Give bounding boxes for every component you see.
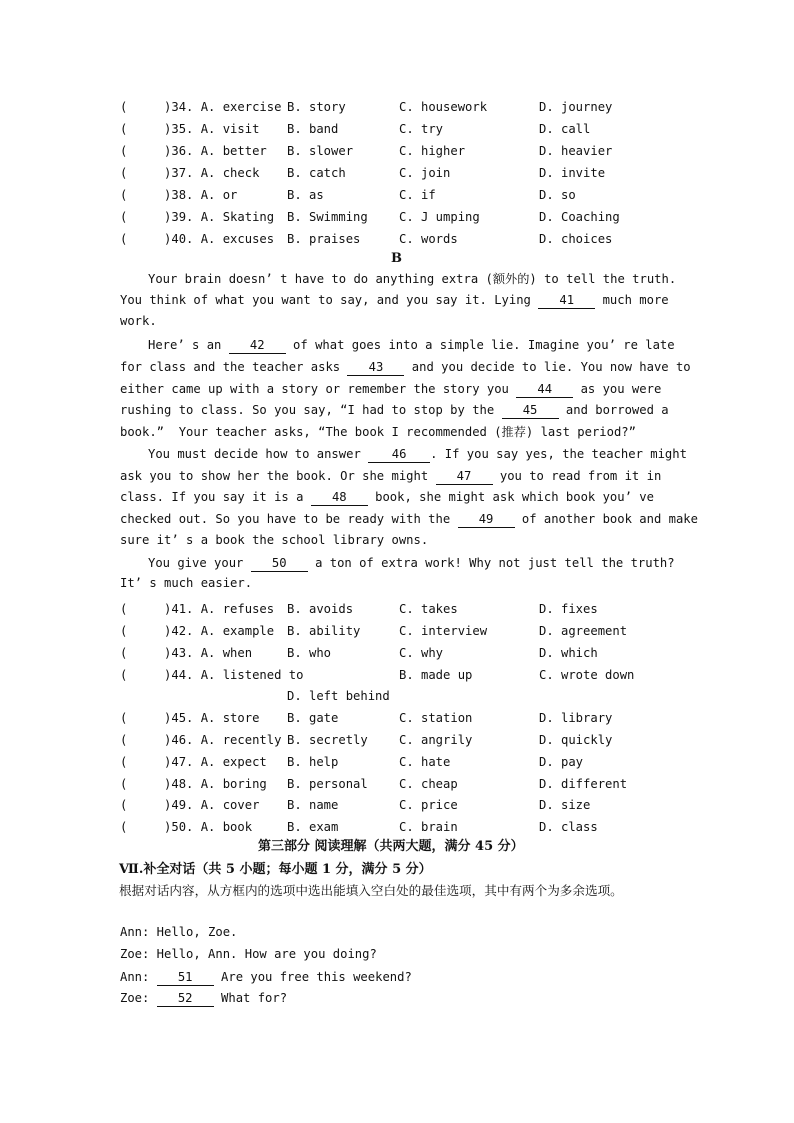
option-d: D. class	[539, 820, 598, 834]
option-b: B. praises	[287, 232, 361, 246]
passage-text: a ton of extra work! Why not just tell the truth?	[307, 556, 675, 570]
passage-text: of another book and make	[514, 512, 698, 526]
question-label: ( )49. A. cover	[120, 798, 260, 812]
passage-text: checked out. So you have to be ready with the	[120, 512, 458, 526]
option-c: C. hate	[399, 755, 451, 769]
option-d: D. Coaching	[539, 210, 620, 224]
option-b: B. who	[287, 646, 332, 660]
dialogue-line: Ann: Hello, Zoe.	[120, 925, 238, 939]
blank-52[interactable]: 52	[157, 990, 214, 1007]
option-d: D. pay	[539, 755, 584, 769]
dialogue-text: Are you free this weekend?	[213, 970, 412, 984]
passage-text: of what goes into a simple lie. Imagine you’ re late	[285, 338, 675, 352]
option-c: C. J umping	[399, 210, 480, 224]
blank-50[interactable]: 50	[251, 555, 308, 572]
blank-49[interactable]: 49	[458, 511, 515, 528]
question-label: ( )39. A. Skating	[120, 210, 275, 224]
passage-text: Here’ s an	[148, 338, 229, 352]
option-b: B. name	[287, 798, 339, 812]
blank-43[interactable]: 43	[347, 359, 404, 376]
section-b-title: B	[391, 251, 402, 266]
blank-47[interactable]: 47	[436, 468, 493, 485]
passage-line	[120, 359, 691, 376]
part3-title: 第三部分 阅读理解（共两大题，满分 45 分）	[258, 839, 524, 854]
blank-45[interactable]: 45	[502, 402, 559, 419]
blank-46[interactable]: 46	[368, 446, 430, 463]
question-row	[120, 184, 760, 206]
passage-line	[120, 511, 698, 528]
passage-line: book.” Your teacher asks, “The book I recommended (推荐) last period?”	[120, 425, 636, 439]
passage-line: work.	[120, 314, 157, 328]
question-label: ( )46. A. recently	[120, 733, 282, 747]
option-d: D. which	[539, 646, 598, 660]
option-b: B. personal	[287, 777, 368, 791]
option-b: B. as	[287, 188, 324, 202]
question-label: ( )42. A. example	[120, 624, 275, 638]
blank-44[interactable]: 44	[516, 381, 573, 398]
question-label: ( )38. A. or	[120, 188, 238, 202]
question-label: ( )41. A. refuses	[120, 602, 275, 616]
passage-text: ask you to show her the book. Or she might	[120, 469, 436, 483]
question-row	[120, 773, 760, 795]
question-label: ( )44. A. listened to	[120, 668, 304, 682]
passage-text: much more	[595, 293, 669, 307]
option-b: B. exam	[287, 820, 339, 834]
question-row	[120, 751, 760, 773]
passage-text: You must decide how to answer	[148, 447, 369, 461]
option-d: D. choices	[539, 232, 613, 246]
option-d: D. quickly	[539, 733, 613, 747]
option-d: D. left behind	[287, 689, 390, 703]
passage-text: as you were	[573, 382, 662, 396]
passage-line	[148, 337, 708, 354]
option-b: B. help	[287, 755, 339, 769]
option-d: D. invite	[539, 166, 606, 180]
question-label: ( )40. A. excuses	[120, 232, 275, 246]
passage-text: You give your	[148, 556, 251, 570]
passage-line	[120, 489, 680, 506]
option-d: D. library	[539, 711, 613, 725]
passage-line: sure it’ s a book the school library owns.	[120, 533, 429, 547]
question-label: ( )47. A. expect	[120, 755, 267, 769]
option-b: B. avoids	[287, 602, 354, 616]
passage-text: You think of what you want to say, and you say it. Lying	[120, 293, 539, 307]
question-row	[120, 794, 760, 816]
option-c: C. takes	[399, 602, 458, 616]
blank-51[interactable]: 51	[157, 969, 214, 986]
option-c: C. wrote down	[539, 668, 635, 682]
passage-line	[120, 468, 680, 485]
dialogue-line: Zoe: Hello, Ann. How are you doing?	[120, 947, 377, 961]
option-c: C. if	[399, 188, 436, 202]
question-label: ( )34. A. exercise	[120, 100, 282, 114]
dialogue-line	[120, 990, 680, 1007]
option-d: D. fixes	[539, 602, 598, 616]
question-label: ( )37. A. check	[120, 166, 260, 180]
question-row	[120, 96, 760, 118]
option-c: C. higher	[399, 144, 466, 158]
dialogue-line	[120, 969, 680, 986]
question-label: ( )35. A. visit	[120, 122, 260, 136]
option-c: C. cheap	[399, 777, 458, 791]
option-d: D. journey	[539, 100, 613, 114]
passage-text: either came up with a story or remember the story you	[120, 382, 517, 396]
option-d: D. agreement	[539, 624, 628, 638]
passage-line	[120, 402, 680, 419]
option-b: B. gate	[287, 711, 339, 725]
dialogue-text: What for?	[213, 991, 288, 1005]
option-c: C. join	[399, 166, 451, 180]
passage-text: rushing to class. So you say, “I had to stop by the	[120, 403, 502, 417]
dialogue-speaker: Ann:	[120, 970, 157, 984]
option-c: C. try	[399, 122, 444, 136]
passage-line: Your brain doesn’ t have to do anything extra (额外的) to tell the truth.	[148, 272, 677, 286]
option-b: B. catch	[287, 166, 346, 180]
dialogue-speaker: Zoe:	[120, 991, 157, 1005]
blank-41[interactable]: 41	[538, 292, 595, 309]
question-label: ( )50. A. book	[120, 820, 253, 834]
passage-text: book, she might ask which book you’ ve	[367, 490, 654, 504]
question-row	[120, 729, 760, 751]
option-b: B. made up	[399, 668, 473, 682]
passage-line	[120, 292, 680, 309]
option-c: C. angrily	[399, 733, 473, 747]
question-row	[120, 620, 760, 642]
question-row	[120, 140, 760, 162]
question-row	[120, 642, 760, 664]
option-c: C. housework	[399, 100, 488, 114]
section7-title: Ⅶ.补全对话（共 5 小题；每小题 1 分，满分 5 分）	[119, 862, 432, 877]
question-row	[120, 707, 760, 729]
question-label: ( )36. A. better	[120, 144, 267, 158]
passage-line	[148, 446, 708, 463]
passage-text: you to read from it in	[492, 469, 662, 483]
blank-48[interactable]: 48	[311, 489, 368, 506]
passage-text: and borrowed a	[558, 403, 669, 417]
option-b: B. band	[287, 122, 339, 136]
blank-42[interactable]: 42	[229, 337, 286, 354]
question-row-continued	[120, 685, 760, 707]
option-d: D. call	[539, 122, 591, 136]
passage-text: and you decide to lie. You now have to	[404, 360, 691, 374]
question-row	[120, 598, 760, 620]
question-label: ( )43. A. when	[120, 646, 253, 660]
option-d: D. size	[539, 798, 591, 812]
question-row	[120, 228, 760, 250]
passage-line: It’ s much easier.	[120, 576, 253, 590]
passage-text: for class and the teacher asks	[120, 360, 348, 374]
option-c: C. price	[399, 798, 458, 812]
question-row	[120, 162, 760, 184]
option-b: B. slower	[287, 144, 354, 158]
option-b: B. ability	[287, 624, 361, 638]
question-row	[120, 664, 760, 686]
option-c: C. why	[399, 646, 444, 660]
question-label: ( )45. A. store	[120, 711, 260, 725]
question-row	[120, 206, 760, 228]
option-c: C. interview	[399, 624, 488, 638]
option-d: D. heavier	[539, 144, 613, 158]
option-c: C. station	[399, 711, 473, 725]
passage-line	[120, 381, 680, 398]
option-b: B. story	[287, 100, 346, 114]
option-d: D. different	[539, 777, 628, 791]
passage-text: . If you say yes, the teacher might	[430, 447, 687, 461]
option-d: D. so	[539, 188, 576, 202]
question-row	[120, 118, 760, 140]
option-b: B. secretly	[287, 733, 368, 747]
section7-instructions: 根据对话内容，从方框内的选项中选出能填入空白处的最佳选项，其中有两个为多余选项。	[119, 883, 623, 898]
option-c: C. words	[399, 232, 458, 246]
option-b: B. Swimming	[287, 210, 368, 224]
passage-line	[148, 555, 708, 572]
option-c: C. brain	[399, 820, 458, 834]
question-label: ( )48. A. boring	[120, 777, 267, 791]
passage-text: class. If you say it is a	[120, 490, 311, 504]
